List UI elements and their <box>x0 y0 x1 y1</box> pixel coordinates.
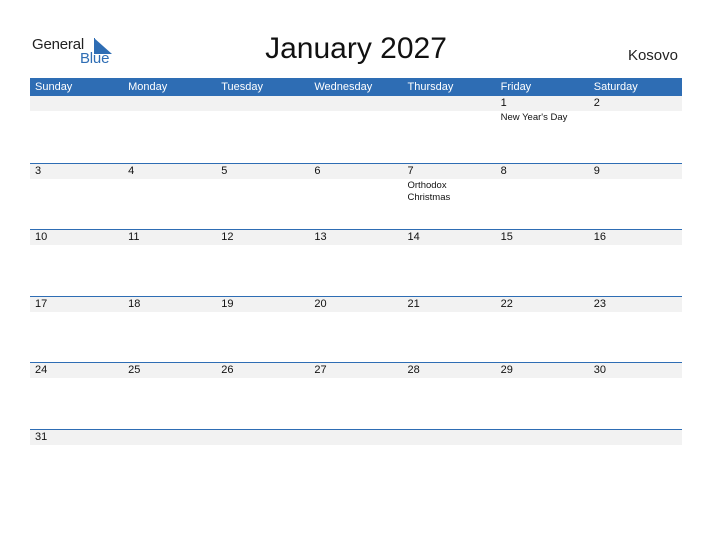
day-number: 6 <box>314 164 321 177</box>
day-cell <box>123 96 216 163</box>
day-number: 3 <box>35 164 42 177</box>
weekday-header <box>30 78 682 96</box>
brand-word-general: General <box>32 36 84 53</box>
day-number: 19 <box>221 297 234 310</box>
day-number <box>408 430 496 445</box>
weekday-thursday: Thursday <box>407 81 454 93</box>
day-number <box>221 430 309 445</box>
day-number: 11 <box>128 231 140 243</box>
day-cell <box>589 297 682 363</box>
day-number: 25 <box>128 364 141 376</box>
day-number: 8 <box>500 164 507 177</box>
day-cell <box>589 430 682 496</box>
day-cell <box>123 164 216 230</box>
weekday-friday: Friday <box>500 81 532 93</box>
day-cell <box>496 96 589 163</box>
day-number: 26 <box>221 364 234 376</box>
week-row <box>30 296 682 363</box>
week-row <box>30 229 682 296</box>
day-cell <box>30 230 123 296</box>
day-number <box>128 430 216 445</box>
day-cell <box>403 363 496 429</box>
day-cell <box>309 230 402 296</box>
day-number: 20 <box>314 297 327 310</box>
day-cell <box>30 363 123 429</box>
day-cell <box>496 430 589 496</box>
day-cell <box>589 363 682 429</box>
day-number: 24 <box>35 364 48 376</box>
day-cell <box>309 96 402 163</box>
day-cell <box>589 230 682 296</box>
month-calendar <box>30 78 682 495</box>
day-cell <box>309 164 402 230</box>
day-number: 15 <box>500 231 513 243</box>
day-cell <box>496 363 589 429</box>
country-label: Kosovo <box>627 47 678 64</box>
day-cell <box>30 164 123 230</box>
day-cell <box>123 297 216 363</box>
day-number: 5 <box>221 164 228 177</box>
day-cell <box>403 230 496 296</box>
day-number <box>314 96 402 111</box>
week-row <box>30 96 682 163</box>
day-number <box>594 430 682 445</box>
day-number: 28 <box>407 364 420 376</box>
day-cell <box>216 363 309 429</box>
day-number: 7 <box>407 164 414 177</box>
day-number <box>221 96 309 111</box>
day-cell <box>589 164 682 230</box>
weeks-container <box>30 96 682 495</box>
weekday-wednesday: Wednesday <box>314 81 373 93</box>
day-number: 9 <box>593 164 600 177</box>
day-number: 31 <box>35 430 48 443</box>
day-cell <box>216 96 309 163</box>
week-row <box>30 429 682 496</box>
day-cell <box>309 430 402 496</box>
day-cell <box>216 430 309 496</box>
day-number: 16 <box>593 231 606 243</box>
day-cell <box>496 297 589 363</box>
day-cell <box>403 430 496 496</box>
day-number <box>314 430 402 445</box>
day-number: 21 <box>407 297 420 310</box>
day-number: 22 <box>500 297 513 310</box>
day-cell <box>30 297 123 363</box>
day-cell <box>216 297 309 363</box>
day-cell <box>403 297 496 363</box>
day-cell <box>309 363 402 429</box>
day-number: 17 <box>35 297 48 310</box>
weekday-tuesday: Tuesday <box>221 81 264 93</box>
day-number: 30 <box>593 364 606 376</box>
day-number: 27 <box>314 364 327 376</box>
day-cell <box>496 164 589 230</box>
weekday-monday: Monday <box>128 81 168 93</box>
day-number: 2 <box>593 97 600 109</box>
day-number: 18 <box>128 297 141 310</box>
day-number: 23 <box>593 297 606 310</box>
day-number: 12 <box>221 231 234 243</box>
calendar-title: January 2027 <box>265 32 447 65</box>
day-cell <box>216 230 309 296</box>
day-number <box>408 96 496 111</box>
day-cell <box>123 230 216 296</box>
day-cell <box>30 96 123 163</box>
day-cell <box>216 164 309 230</box>
holiday-label: New Year's Day <box>500 112 568 123</box>
day-cell <box>403 164 496 230</box>
day-number: 4 <box>128 164 135 177</box>
day-number: 29 <box>500 364 513 376</box>
day-number <box>128 96 216 111</box>
day-number <box>35 96 123 111</box>
weekday-sunday: Sunday <box>35 81 73 93</box>
brand-word-blue: Blue <box>80 50 110 67</box>
week-row <box>30 163 682 230</box>
day-cell <box>123 363 216 429</box>
day-number: 10 <box>35 231 48 243</box>
day-number: 13 <box>314 231 327 243</box>
day-cell <box>123 430 216 496</box>
day-number: 14 <box>407 231 420 243</box>
day-cell <box>496 230 589 296</box>
weekday-saturday: Saturday <box>593 81 638 93</box>
day-cell <box>30 430 123 496</box>
day-cell <box>589 96 682 163</box>
week-row <box>30 362 682 429</box>
day-number: 1 <box>500 97 507 109</box>
holiday-label: Orthodox Christmas <box>407 179 451 203</box>
day-cell <box>309 297 402 363</box>
day-number <box>501 430 589 445</box>
day-cell <box>403 96 496 163</box>
